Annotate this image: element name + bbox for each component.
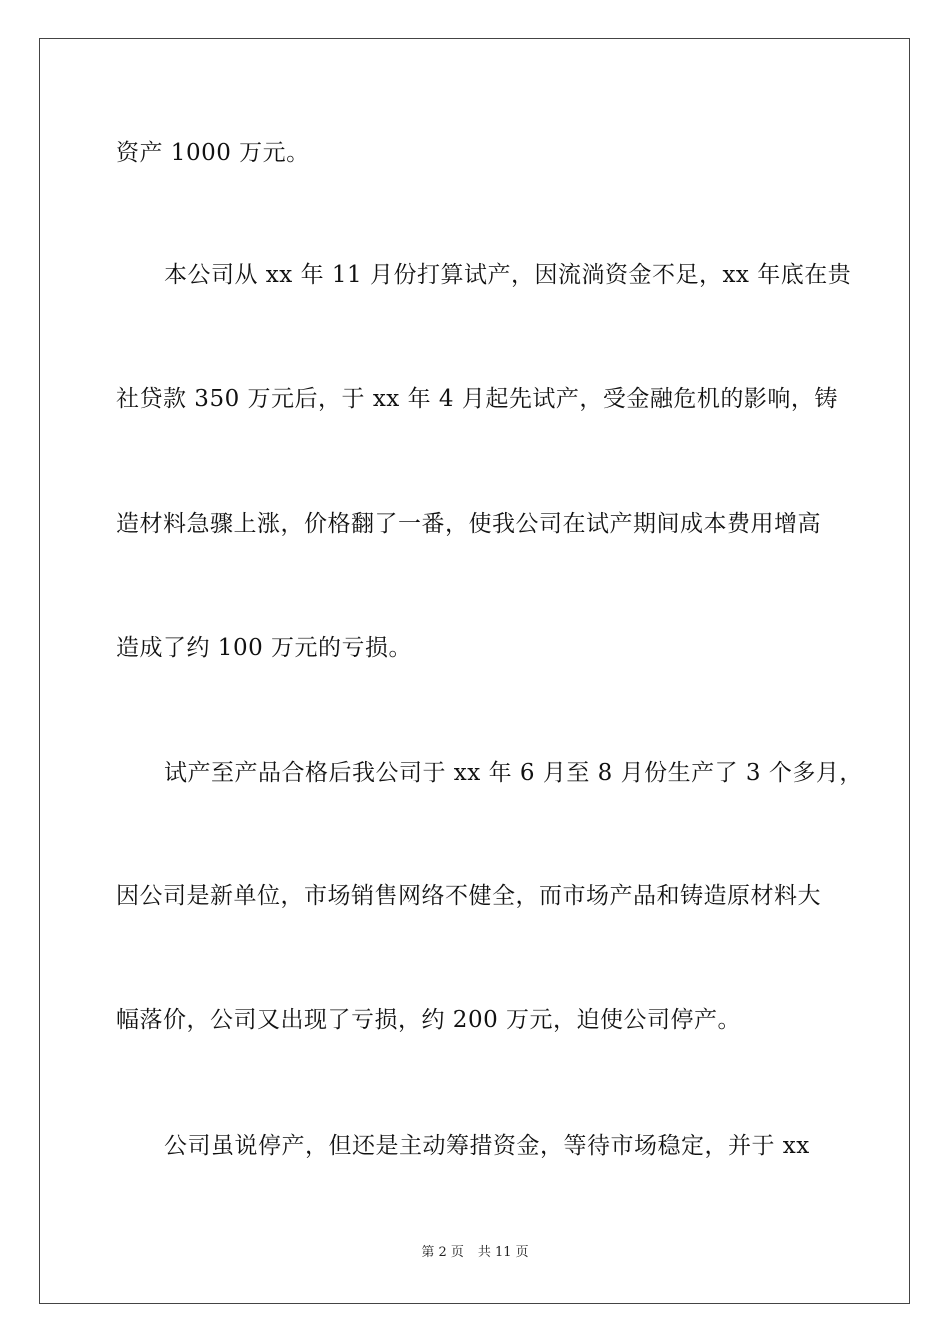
text-line-4: 造材料急骤上涨，价格翻了一番，使我公司在试产期间成本费用增高 xyxy=(116,511,821,537)
text-line-1: 资产 1000 万元。 xyxy=(116,140,310,166)
text-line-7: 因公司是新单位，市场销售网络不健全，而市场产品和铸造原材料大 xyxy=(116,883,821,909)
page-total: 共 11 页 xyxy=(477,1245,529,1260)
page-border xyxy=(39,38,910,1304)
page-footer xyxy=(0,1244,950,1262)
text-line-3: 社贷款 350 万元后，于 xx 年 4 月起先试产，受金融危机的影响，铸 xyxy=(116,386,838,412)
page-number: 第 2 页 xyxy=(421,1245,464,1260)
text-line-6: 试产至产品合格后我公司于 xx 年 6 月至 8 月份生产了 3 个多月， xyxy=(164,760,863,786)
text-line-2: 本公司从 xx 年 11 月份打算试产，因流淌资金不足，xx 年底在贵 xyxy=(164,262,852,288)
text-line-8: 幅落价，公司又出现了亏损，约 200 万元，迫使公司停产。 xyxy=(116,1007,742,1033)
text-line-9: 公司虽说停产，但还是主动筹措资金，等待市场稳定，并于 xx xyxy=(164,1133,810,1159)
text-line-5: 造成了约 100 万元的亏损。 xyxy=(116,635,413,661)
